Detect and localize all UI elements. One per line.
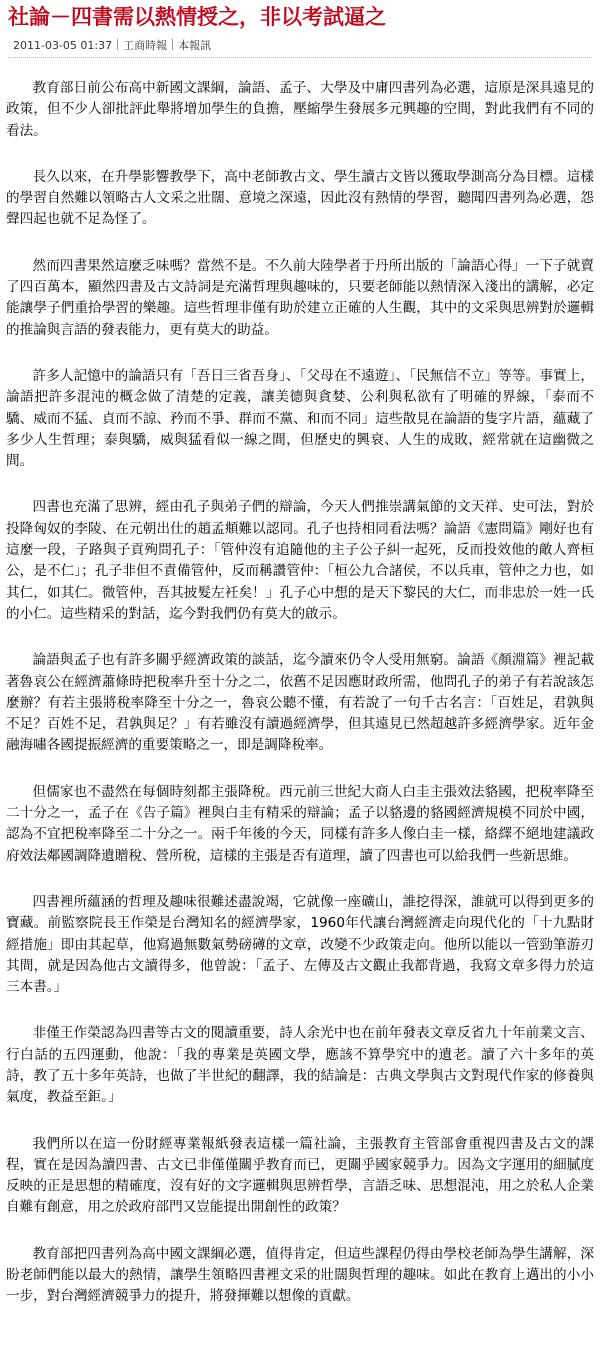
- article-date: 2011-03-05 01:37: [13, 39, 113, 52]
- article-paragraph: 但儒家也不盡然在每個時刻都主張降稅。西元前三世紀大商人白圭主張效法貉國，把稅率降至二十分之一，孟子在《告子篇》裡與白圭有精采的辯論；孟子以貉邊的貉國經濟規模不同於中國，認為不宜把稅率降至二十分之一。兩千年後的今天，同樣有許多人像白圭一樣，絡繹不絕地建議政府效法鄰國調降遺贈稅、營所稅，這樣的主張是否有道理，讀了四書也可以給我們一些新思維。: [6, 783, 594, 864]
- article-paragraph: 然而四書果然這麼乏味嗎？當然不是。不久前大陸學者于丹所出版的「論語心得」一下子就賣了四百萬本，顯然四書及古文詩詞是充滿哲理與趣味的，只要老師能以熱情深入淺出的講解，必定能讓學子們重拾學習的樂趣。這些哲理非僅有助於建立正確的人生觀，其中的文采與思辨對於邏輯的推論與言語的發表能力，更有莫大的助益。: [6, 257, 594, 338]
- article-paragraph: 非僅王作榮認為四書等古文的閱讀重要，詩人余光中也在前年發表文章反省九十年前業文言、行白話的五四運動，他說：「我的專業是英國文學，應該不算學究中的遺老。讀了六十多年的英詩，教了五十多年英詩，也做了半世紀的翻譯，我的結論是：古典文學與古文對現代作家的修養與氣度，教益至鉅。」: [6, 1025, 594, 1106]
- article-paragraph: 長久以來，在升學影響教學下，高中老師教古文、學生讀古文皆以獲取學測高分為目標。這樣的學習自然難以領略古人文采之壯闊、意境之深遠，因此沒有熱情的學習，聽聞四書列為必選，怨聲四起也就不足為怪了。: [6, 168, 594, 228]
- article-byline: 本報訊: [178, 39, 212, 52]
- article-paragraph: 四書也充滿了思辨，經由孔子與弟子們的辯論，今天人們推崇講氣節的文天祥、史可法，對於投降匈奴的李陵、在元朝出仕的趙孟頫難以認同。孔子也持相同看法嗎？論語《憲問篇》剛好也有這麼一段，子路與子貢殉問孔子：「管仲沒有追隨他的主子公子糾一起死，反而投效他的敵人齊桓公，是不仁」；孔子非但不責備管仲，反而稱讚管仲：「桓公九合諸侯，不以兵車，管仲之力也，如其仁，如其仁。微管仲，吾其披髮左衽矣！」孔子心中想的是天下黎民的大仁，而非忠於一姓一氏的小仁。這些精采的對話，迄今對我們仍有莫大的啟示。: [6, 499, 594, 622]
- article-paragraph: 我們所以在這一份財經專業報紙發表這樣一篇社論，主張教育主管部會重視四書及古文的課程，實在是因為讀四書、古文已非僅僅關乎教育而已，更關乎國家競爭力。因為文字運用的細膩度反映的正是思想的精確度，沒有好的文字邏輯與思辨哲學，言語乏味、思想混沌，用之於私人企業自難有創意，用之於政府部門又豈能提出開創性的政策？: [6, 1135, 594, 1216]
- article-paragraph: 許多人記憶中的論語只有「吾日三省吾身」、「父母在不遠遊」、「民無信不立」等等。事實上，論語把許多混沌的概念做了清楚的定義，讓美德與貪婪、公利與私欲有了明確的界線，「泰而不驕、威而不猛、貞而不諒、矜而不爭、群而不黨、和而不同」這些散見在論語的隻字片語，蘊藏了多少人生哲理；泰與驕，威與猛看似一線之間，但歷史的興衰、人生的成敗，經常就在這幽微之間。: [6, 367, 594, 470]
- article-paragraph: 教育部日前公布高中新國文課綱，論語、孟子、大學及中庸四書列為必選，這原是深具遠見的政策，但不少人卻批評此舉將增加學生的負擔，壓縮學生發展多元興趣的空間，對此我們有不同的看法。: [6, 80, 594, 139]
- article-paragraph: 四書裡所蘊涵的哲理及趣味很難述盡說竭，它就像一座礦山，誰挖得深，誰就可以得到更多的寶藏。前監察院長王作榮是台灣知名的經濟學家，1960年代讓台灣經濟走向現代化的「十九點財經措施」即由其起草，他寫過無數氣勢磅礡的文章，改變不少政策走向。他所以能以一管勁筆游刃其間，就是因為他古文讀得多，他曾說：「孟子、左傳及古文觀止我都背過，我寫文章多得力於這三本書。」: [6, 893, 594, 996]
- article-source: 工商時報: [123, 39, 168, 52]
- meta-divider: [117, 39, 118, 50]
- meta-divider: [172, 39, 173, 50]
- article-meta: [13, 39, 211, 53]
- article-paragraph: 論語與孟子也有許多關乎經濟政策的談話，迄今讀來仍令人受用無窮。論語《顏淵篇》裡記載著魯哀公在經濟蕭條時把稅率升至十分之二，依舊不足因應財政所需，他問孔子的弟子有若說該怎麼辦？有若主張將稅率降至十分之一，魯哀公聽不懂，有若說了一句千古名言：「百姓足，君孰與不足？百姓不足，君孰與足？」有若雖沒有讀過經濟學，但其遠見已然超越許多經濟學家。近年金融海嘯各國提振經濟的重要策略之一，即是調降稅率。: [6, 652, 594, 754]
- article-paragraph: 教育部把四書列為高中國文課綱必選，值得肯定，但這些課程仍得由學校老師為學生講解，深盼老師們能以最大的熱情，讓學生領略四書裡文采的壯闊與哲理的趣味。如此在教育上邁出的小小一步，對台灣經濟競爭力的提升，將發揮難以想像的貢獻。: [6, 1245, 594, 1305]
- article-body: [6, 78, 594, 1333]
- article-title: 社論－四書需以熱情授之，非以考試逼之: [8, 5, 386, 29]
- meta-divider-line: [8, 57, 592, 58]
